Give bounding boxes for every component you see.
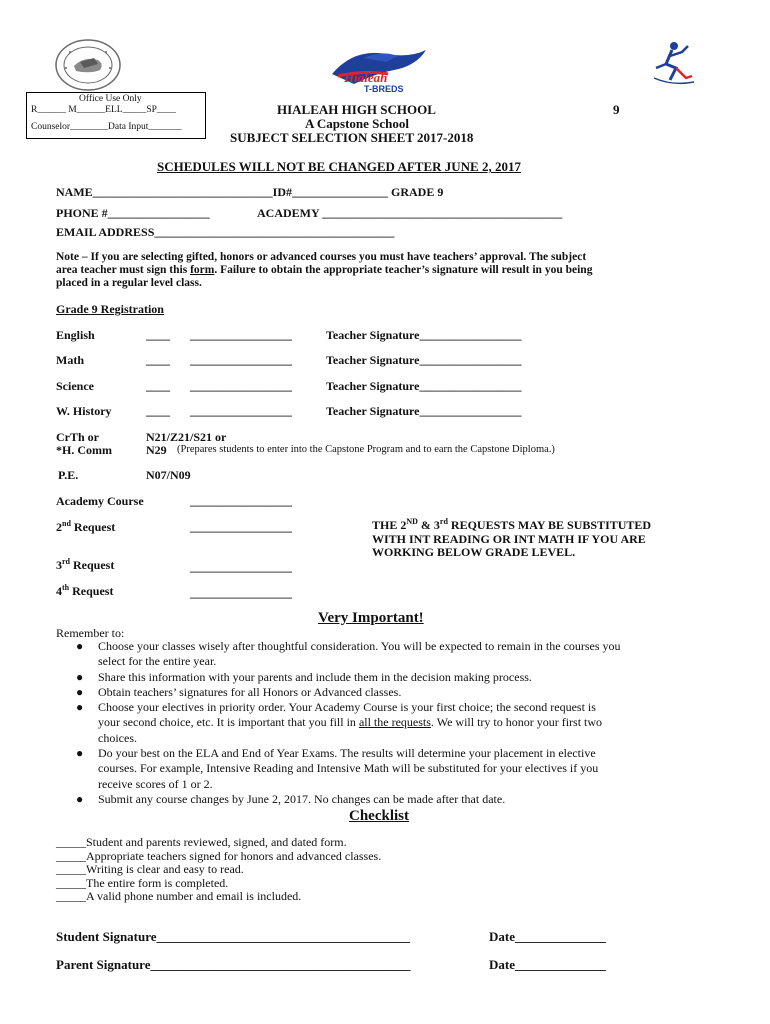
request-4-label: 4th Request [56,583,114,598]
parent-date[interactable]: Date______________ [489,957,606,972]
office-use-title: Office Use Only [79,94,142,104]
subject-english-course[interactable]: _________________ [190,328,292,342]
grade-mark: 9 [613,102,620,117]
note-line-2: area teacher must sign this form. Failure to obtain the appropriate teacher’s signature will result in you being [56,264,593,276]
subject-science-code[interactable]: ____ [146,379,170,393]
phone-field[interactable]: PHONE #_________________ [56,206,210,220]
request-4-blank[interactable]: _________________ [190,586,292,600]
bullet-icon: ● [76,639,84,653]
bullet-icon: ● [76,746,84,761]
parent-signature[interactable]: Parent Signature________________________________________ [56,957,411,972]
subject-math-signature[interactable]: Teacher Signature_________________ [326,353,522,367]
note-line-3: placed in a regular level class. [56,277,202,289]
subject-science-course[interactable]: _________________ [190,379,292,393]
hcomm-label: *H. Comm [56,443,112,457]
important-list [76,639,716,807]
request-2-label: 2nd Request [56,519,116,534]
list-item: ● Submit any course changes by June 2, 2017. No changes can be made after that date. [76,791,506,806]
checklist-item[interactable]: _____Appropriate teachers signed for honors and advanced classes. [56,848,382,863]
list-item: ● Choose your classes wisely after thoughtful consideration. You will be expected to remain in the courses you select for the entire year. [76,639,621,669]
request-3-blank[interactable]: _________________ [190,560,292,574]
bullet-icon: ● [76,669,84,684]
subject-math-label: Math [56,353,84,367]
subject-history-label: W. History [56,404,112,418]
registration-heading: Grade 9 Registration [56,302,164,316]
subject-english-signature[interactable]: Teacher Signature_________________ [326,328,522,342]
office-use-codes: R______ M______ELL_____SP____ [31,105,176,115]
crth-label: CrTh or [56,430,99,444]
crth-codes: N21/Z21/S21 or [146,430,227,444]
school-name: HIALEAH HIGH SCHOOL [277,102,436,117]
hcomm-note: (Prepares students to enter into the Capstone Program and to earn the Capstone Diploma.) [177,444,555,455]
checklist [56,836,381,904]
academy-course-label: Academy Course [56,494,144,508]
mascot-text: T-BREDS [364,84,404,94]
list-item: ● Share this information with your parents and include them in the decision making process. [76,669,532,684]
subject-math-code[interactable]: ____ [146,353,170,367]
substitution-line-3: WORKING BELOW GRADE LEVEL. [372,545,576,559]
academy-course-blank[interactable]: _________________ [190,494,292,508]
note-line-1: Note – If you are selecting gifted, honors or advanced courses you must have teachers’ approval. The subject [56,251,587,263]
subject-math-course[interactable]: _________________ [190,353,292,367]
bullet-icon: ● [76,700,84,715]
student-signature[interactable]: Student Signature_______________________________________ [56,929,411,944]
office-use-box [26,92,206,139]
subject-history-signature[interactable]: Teacher Signature_________________ [326,404,522,418]
pe-label: P.E. [58,468,79,482]
schedule-notice: SCHEDULES WILL NOT BE CHANGED AFTER JUNE 2, 2017 [157,159,521,174]
bullet-icon: ● [76,791,84,806]
subject-english-label: English [56,328,95,342]
checklist-item[interactable]: _____The entire form is completed. [56,875,229,890]
approval-note [56,251,592,290]
checklist-item[interactable]: _____Writing is clear and easy to read. [56,862,244,876]
pe-codes: N07/N09 [146,468,191,482]
checklist-item[interactable]: _____A valid phone number and email is included. [56,889,302,903]
office-use-counselor: Counselor________Data Input_______ [31,122,182,132]
school-seal [54,38,122,92]
capstone-logo [648,38,698,90]
student-date[interactable]: Date______________ [489,929,606,944]
academy-field[interactable]: ACADEMY ________________________________________ [257,206,563,220]
subject-science-label: Science [56,379,94,393]
checklist-item[interactable]: _____Student and parents reviewed, signed, and dated form. [56,835,347,849]
school-subtitle: A Capstone School [305,116,410,131]
subject-english-code[interactable]: ____ [146,328,170,342]
substitution-line-2: WITH INT READING OR INT MATH IF YOU ARE [372,531,646,546]
important-heading: Very Important! [318,610,424,626]
subject-science-signature[interactable]: Teacher Signature_________________ [326,379,522,393]
hcomm-code: N29 [146,443,167,457]
substitution-notice [372,519,651,560]
request-3-label: 3rd Request [56,557,115,572]
mascot-script: Hialeah [344,70,388,85]
name-field[interactable]: NAME______________________________ID#________________ GRADE 9 [56,185,444,199]
bullet-icon: ● [76,684,84,699]
checklist-heading: Checklist [349,808,409,824]
mascot-logo [324,44,432,96]
sheet-title: SUBJECT SELECTION SHEET 2017-2018 [230,130,474,145]
request-2-blank[interactable]: _________________ [190,520,292,534]
list-item: ● Obtain teachers’ signatures for all Honors or Advanced classes. [76,684,402,699]
email-field[interactable]: EMAIL ADDRESS________________________________________ [56,225,395,239]
subject-history-course[interactable]: _________________ [190,404,292,418]
remember-label: Remember to: [56,626,125,640]
subject-history-code[interactable]: ____ [146,404,170,418]
list-item: ● Choose your electives in priority order. Your Academy Course is your first choice; the second request is your second choice, etc. It is important that you fill in all the requests. We will try to honor your first two choices. [76,700,603,745]
substitution-line-1: THE 2ND & 3rd REQUESTS MAY BE SUBSTITUTED [372,517,652,532]
list-item: ● Do your best on the ELA and End of Year Exams. The results will determine your placement in elective courses. For example, Intensive Reading and Intensive Math will be substituted for your electives if you receive scores of 1 or 2. [76,746,599,791]
